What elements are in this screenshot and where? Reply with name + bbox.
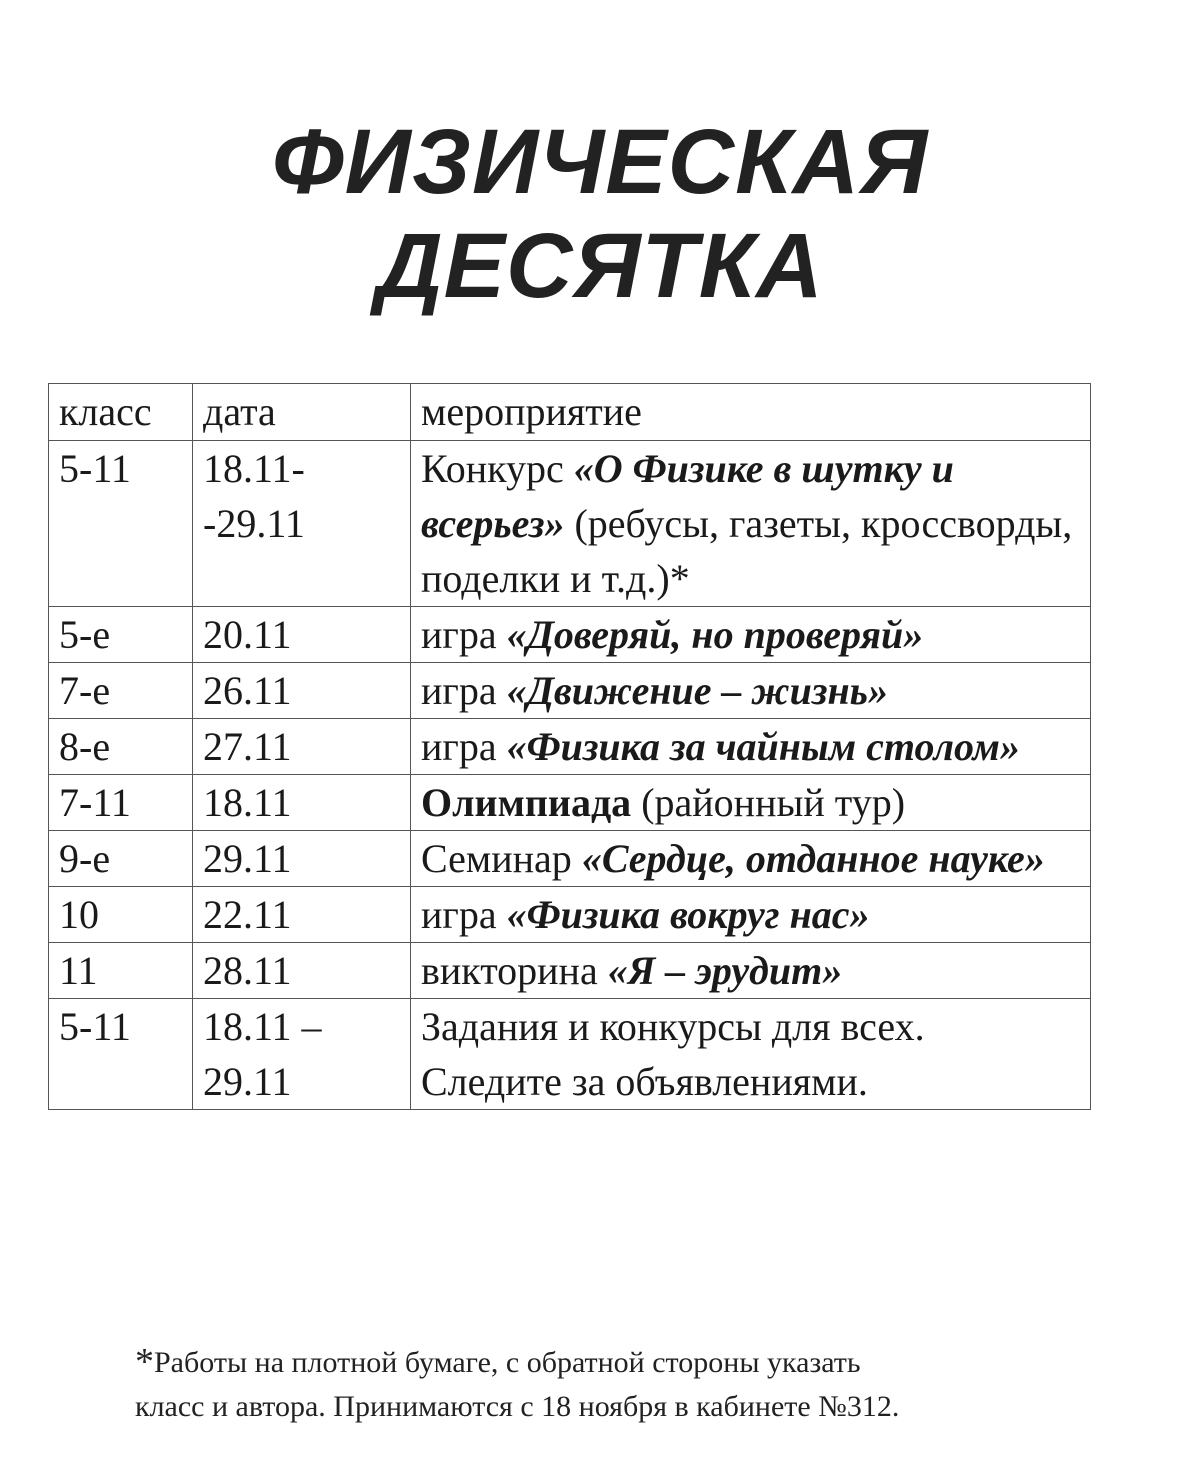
row-event [411,441,1091,607]
footnote-line-1: Работы на плотной бумаге, с обратной стороны указать [154,1346,861,1379]
event-prefix: Конкурс [421,446,574,491]
table-row [49,887,1091,943]
event-suffix: (ребусы, газеты, кроссворды, поделки и т.д.)* [421,501,1073,601]
footnote-line-2: класс и автора. Принимаются с 18 ноября в кабинете №312. [135,1390,900,1423]
event-name: «Физика за чайным столом» [506,724,1020,769]
row-date: 18.11 [193,775,411,831]
table-row [49,663,1091,719]
event-prefix: игра [421,612,507,657]
row-date-start: 18.11 – [203,1004,322,1049]
row-event [411,775,1091,831]
event-name: «Сердце, отданное науке» [581,836,1045,881]
event-name: «Физика вокруг нас» [506,892,870,937]
row-event [411,887,1091,943]
schedule-table [48,383,1091,1110]
table-row [49,943,1091,999]
table-row [49,831,1091,887]
event-name: «О Физике в шутку и всерьез» [421,446,954,546]
event-name: «Я – эрудит» [607,948,843,993]
row-class: 5-11 [49,999,193,1110]
row-event [411,663,1091,719]
row-class: 8-е [49,719,193,775]
header-event: мероприятие [411,384,1091,441]
row-date: 29.11 [193,831,411,887]
event-name: Олимпиада [421,780,632,825]
event-prefix: игра [421,724,507,769]
row-date-end: -29.11 [203,501,305,546]
row-class: 9-е [49,831,193,887]
footnote [135,1340,1095,1429]
footnote-asterisk: * [135,1341,154,1383]
row-date-end: 29.11 [203,1059,292,1104]
row-date: 22.11 [193,887,411,943]
row-event [411,719,1091,775]
table-row [49,441,1091,607]
page-title-line-2: ДЕСЯТКА [376,215,824,317]
table-row [49,719,1091,775]
row-class: 11 [49,943,193,999]
row-date: 20.11 [193,607,411,663]
row-event [411,607,1091,663]
event-name: «Доверяй, но проверяй» [506,612,924,657]
row-event [411,943,1091,999]
event-name: «Движение – жизнь» [506,668,888,713]
row-date: 26.11 [193,663,411,719]
row-date-start: 18.11- [203,446,305,491]
row-date: 28.11 [193,943,411,999]
event-prefix: игра [421,892,507,937]
row-date: 27.11 [193,719,411,775]
row-class: 5-е [49,607,193,663]
event-line-2: Следите за объявлениями. [421,1059,868,1104]
row-class: 5-11 [49,441,193,607]
table-row [49,607,1091,663]
table-header-row [49,384,1091,441]
header-date: дата [193,384,411,441]
page-title-line-1: ФИЗИЧЕСКАЯ [271,111,929,213]
table-row [49,775,1091,831]
event-prefix: викторина [421,948,608,993]
header-class: класс [49,384,193,441]
row-event [411,999,1091,1110]
row-date [193,441,411,607]
row-date [193,999,411,1110]
event-prefix: Семинар [421,836,582,881]
row-class: 10 [49,887,193,943]
event-prefix: игра [421,668,507,713]
row-event [411,831,1091,887]
event-line-1: Задания и конкурсы для всех. [421,1004,925,1049]
row-class: 7-11 [49,775,193,831]
row-class: 7-е [49,663,193,719]
event-suffix: (районный тур) [631,780,906,825]
table-row [49,999,1091,1110]
